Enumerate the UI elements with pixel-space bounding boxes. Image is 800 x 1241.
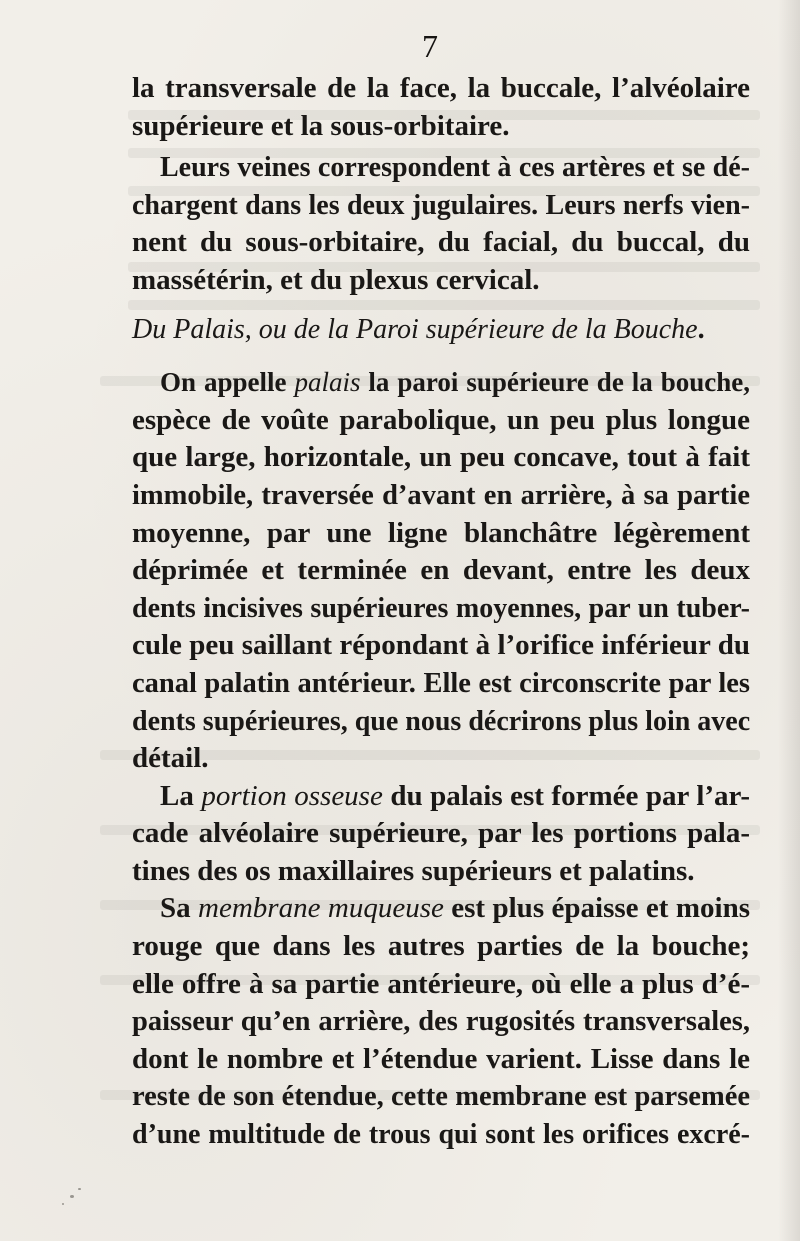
text-run: Sa: [160, 892, 199, 925]
text-line: cule peu saillant répondant à l’orifice inférieur du: [132, 629, 750, 662]
text-run: la paroi supérieure de la bouche,: [360, 367, 750, 398]
paragraph: [132, 890, 750, 1153]
text-run: On appelle: [160, 367, 295, 398]
italic-term: palais: [294, 367, 361, 398]
text-line: nent du sous-orbitaire, du facial, du buccal, du: [132, 226, 750, 259]
italic-term: portion osseuse: [201, 779, 383, 812]
text-line: dont le nombre et l’étendue varient. Lisse dans le: [132, 1042, 750, 1075]
binding-shadow: [778, 0, 800, 1241]
text-line: elle offre à sa partie antérieure, où elle a plus d’é-: [132, 967, 750, 1000]
italic-term: membrane muqueuse: [198, 892, 444, 925]
text-line: déprimée et terminée en devant, entre les deux: [132, 554, 750, 587]
text-run: La: [160, 779, 202, 812]
heading-part: Du Palais: [132, 313, 245, 345]
text-line: que large, horizontale, un peu concave, tout à fait: [132, 441, 750, 474]
paper-speck: [70, 1195, 74, 1198]
text-line: rouge que dans les autres parties de la bouche;: [132, 930, 750, 963]
body-text: [132, 70, 750, 1154]
text-line: moyenne, par une ligne blanchâtre légèrement: [132, 516, 750, 549]
heading-part: de la Paroi supérieure de la Bouche: [293, 313, 698, 345]
heading-part: , ou: [244, 313, 294, 345]
text-line: chargent dans les deux jugulaires. Leurs nerfs vien-: [132, 189, 750, 221]
paragraph: [132, 149, 750, 299]
text-line: supérieure et la sous-orbitaire.: [132, 109, 510, 142]
text-line: tines des os maxillaires supérieurs et palatins.: [132, 854, 695, 887]
text-line: détail.: [132, 742, 209, 775]
text-run: du palais est formée par l’ar-: [382, 779, 751, 812]
paper-speck: [78, 1188, 81, 1190]
text-line: Leurs veines correspondent à ces artères et se dé-: [160, 152, 750, 184]
paragraph: [132, 70, 750, 145]
text-line: immobile, traversée d’avant en arrière, à sa partie: [132, 479, 750, 511]
paragraph: [132, 778, 750, 891]
text-line: la transversale de la face, la buccale, l’alvéolaire: [132, 72, 750, 104]
text-line: dents supérieures, que nous décrirons plus loin avec: [132, 705, 751, 737]
section-heading: [132, 311, 750, 349]
text-line: d’une multitude de trous qui sont les orifices excré-: [132, 1119, 750, 1151]
text-line: canal palatin antérieur. Elle est circonscrite par les: [132, 667, 750, 699]
text-line: paisseur qu’en arrière, des rugosités transversales,: [132, 1006, 750, 1038]
text-run: est plus épaisse et moins: [443, 892, 750, 925]
text-line: cade alvéolaire supérieure, par les portions pala-: [132, 817, 750, 850]
page-number: 7: [422, 28, 438, 64]
heading-part: .: [697, 313, 705, 345]
paper-speck: [62, 1203, 64, 1205]
text-line: [132, 778, 750, 816]
text-line: massétérin, et du plexus cervical.: [132, 263, 540, 296]
text-line: [132, 890, 750, 928]
text-line: reste de son étendue, cette membrane est parsemée: [132, 1081, 750, 1113]
paragraph: [132, 364, 750, 778]
text-line: [132, 364, 750, 402]
text-line: espèce de voûte parabolique, un peu plus longue: [132, 403, 750, 436]
text-line: dents incisives supérieures moyennes, par un tuber-: [132, 592, 750, 624]
